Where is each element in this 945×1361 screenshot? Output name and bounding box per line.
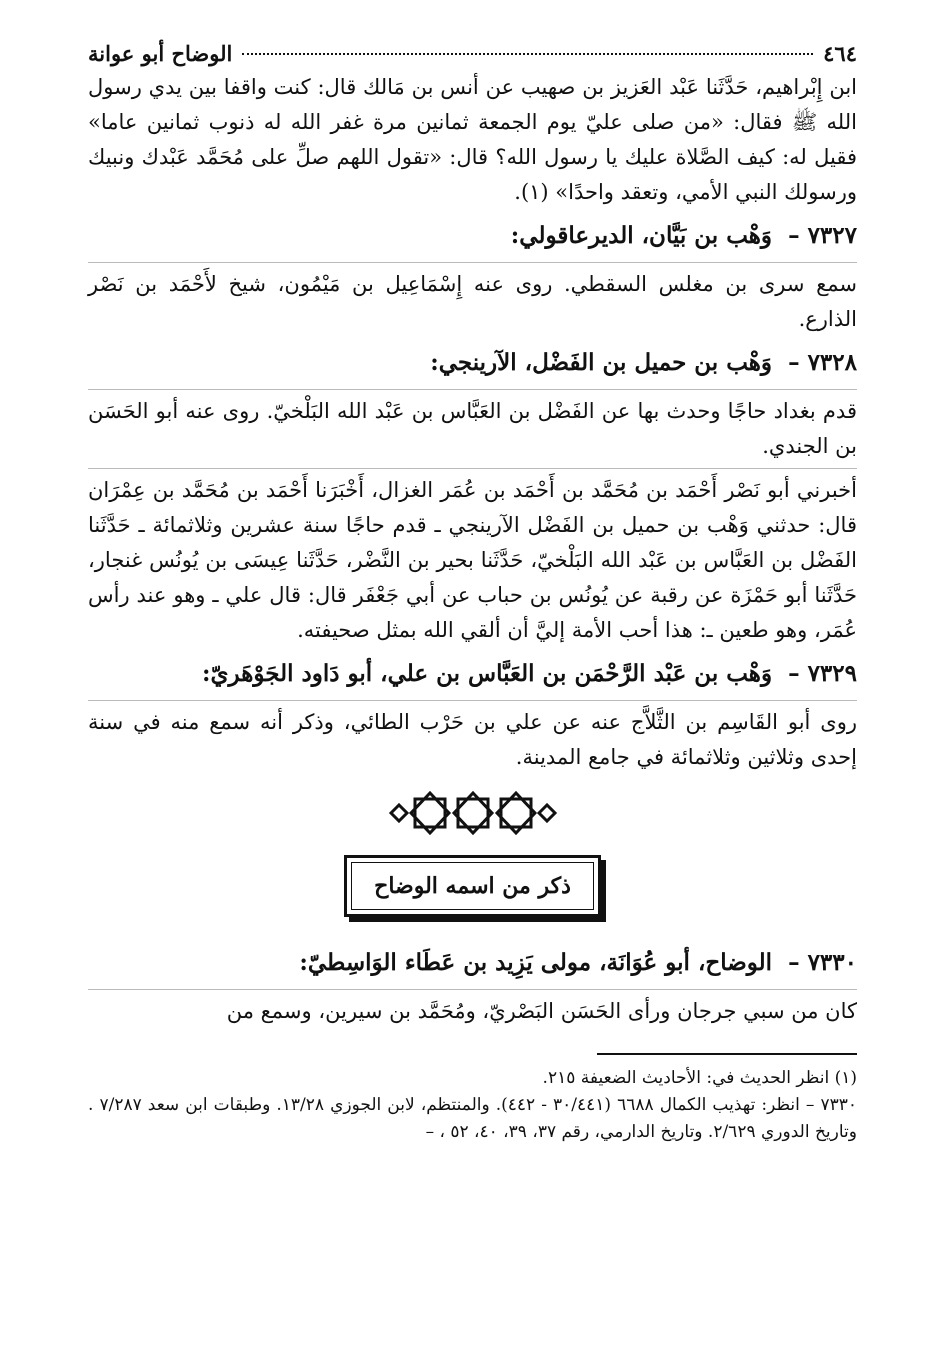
intro-paragraph: ابن إِبْراهيم، حَدَّثَنا عَبْد العَزيز بن صهيب عن أنس بن مَالك قال: كنت واقفا بين يدي رسول الله ﷺ فقال: «من صلى عليّ يوم الجمعة ثمانين مرة غفر الله له ذنوب ثمانين عاما» فقيل له: كيف الصَّلاة عليك يا رسول الله؟ قال: «تقول اللهم صلِّ على مُحَمَّد عَبْدك ونبيك ورسولك النبي الأمي، وتعقد واحدًا» (١). [88, 75, 857, 204]
entry-paragraph: كان من سبي جرجان ورأى الحَسَن البَصْريّ، ومُحَمَّد بن سيرين، وسمع من [226, 999, 857, 1023]
divider [88, 262, 857, 263]
footnote: (١) انظر الحديث في: الأحاديث الضعيفة ٢١٥. [542, 1068, 857, 1088]
entry-paragraph: قدم بغداد حاجًا وحدث بها عن الفَضْل بن العَبَّاس بن عَبْد الله البَلْخيّ. روى عنه أبو الحَسَن بن الجندي. [88, 399, 857, 458]
section-heading-box [344, 855, 601, 917]
entry-number: ٧٣٢٨ – [788, 349, 857, 376]
entry-number: ٧٣٣٠ – [788, 949, 857, 976]
divider [88, 468, 857, 469]
entry-number: ٧٣٢٩ – [788, 660, 857, 687]
entry-paragraph: أخبرني أبو نَصْر أَحْمَد بن مُحَمَّد بن أَحْمَد بن عُمَر الغزال، أَخْبَرَنا أَحْمَد بن مُحَمَّد بن عِمْرَان قال: حدثني وَهْب بن حميل بن الفَضْل الآرينجي ـ قدم حاجًا سنة عشرين وثلاثمائة ـ حَدَّثَنا الفَضْل بن العَبَّاس بن عَبْد الله البَلْخيّ، حَدَّثَنا بحير بن النَّضْر، حَدَّثَنا عِيسَى بن يُونُس غنجار، حَدَّثَنا أبو حَمْزَة عن رقبة عن يُونُس بن حباب عن أبي جَعْفَر قال: قال علي ـ وهو عند رأس عُمَر، وهو طعين ـ: هذا أحب الأمة إليَّ أن ألقي الله بمثل صحيفته. [88, 478, 857, 642]
entry-heading-7330 [88, 943, 857, 983]
section-heading: ذكر من اسمه الوضاح [351, 862, 594, 910]
section-heading-container [88, 855, 857, 917]
entry-heading-7327 [88, 216, 857, 256]
divider [88, 989, 857, 990]
entry-paragraph: روى أبو القَاسِم بن الثَّلاَّج عنه عن علي بن حَرْب الطائي، وذكر أنه سمع منه في سنة إحدى وثلاثين وثلاثمائة في جامع المدينة. [88, 710, 857, 769]
entry-title: وَهْب بن عَبْد الرَّحْمَن بن العَبَّاس بن علي، أبو دَاود الجَوْهَريّ: [202, 660, 773, 687]
decorative-ornament [88, 791, 857, 835]
entry-number: ٧٣٢٧ – [788, 222, 857, 249]
divider [88, 389, 857, 390]
footnote: ٧٣٣٠ – انظر: تهذيب الكمال ٦٦٨٨ (٣٠/٤٤١ - ٤٤٢). والمنتظم، لابن الجوزي ١٣/٢٨. وطبقات ابن سعد ٧/٢٨٧ . وتاريخ الدوري ٢/٦٢٩. وتاريخ الدارمي، رقم ٣٧، ٣٩، ٤٠، ٥٢ ، – [88, 1095, 858, 1142]
entry-title: الوضاح، أبو عُوَانَة، مولى يَزِيد بن عَطَاء الوَاسِطيّ: [299, 949, 773, 976]
header-dotted-leader [242, 53, 813, 55]
entry-paragraph: سمع سرى بن مغلس السقطي. روى عنه إِسْمَاعِيل بن مَيْمُون، شيخ لأَحْمَد بن نَصْر الذارع. [88, 272, 857, 331]
page-header [88, 38, 857, 70]
entry-heading-7328 [88, 343, 857, 383]
entry-title: وَهْب بن حميل بن الفَضْل، الآرينجي: [430, 349, 773, 376]
book-page [88, 38, 857, 1341]
entry-heading-7329 [88, 654, 857, 694]
footnote-separator [597, 1053, 857, 1055]
page-number: ٤٦٤ [823, 41, 857, 66]
running-title: الوضاح أبو عوانة [88, 41, 233, 66]
ornament-icon [385, 791, 561, 835]
entry-title: وَهْب بن بَيَّان، الديرعاقولي: [510, 222, 773, 249]
divider [88, 700, 857, 701]
